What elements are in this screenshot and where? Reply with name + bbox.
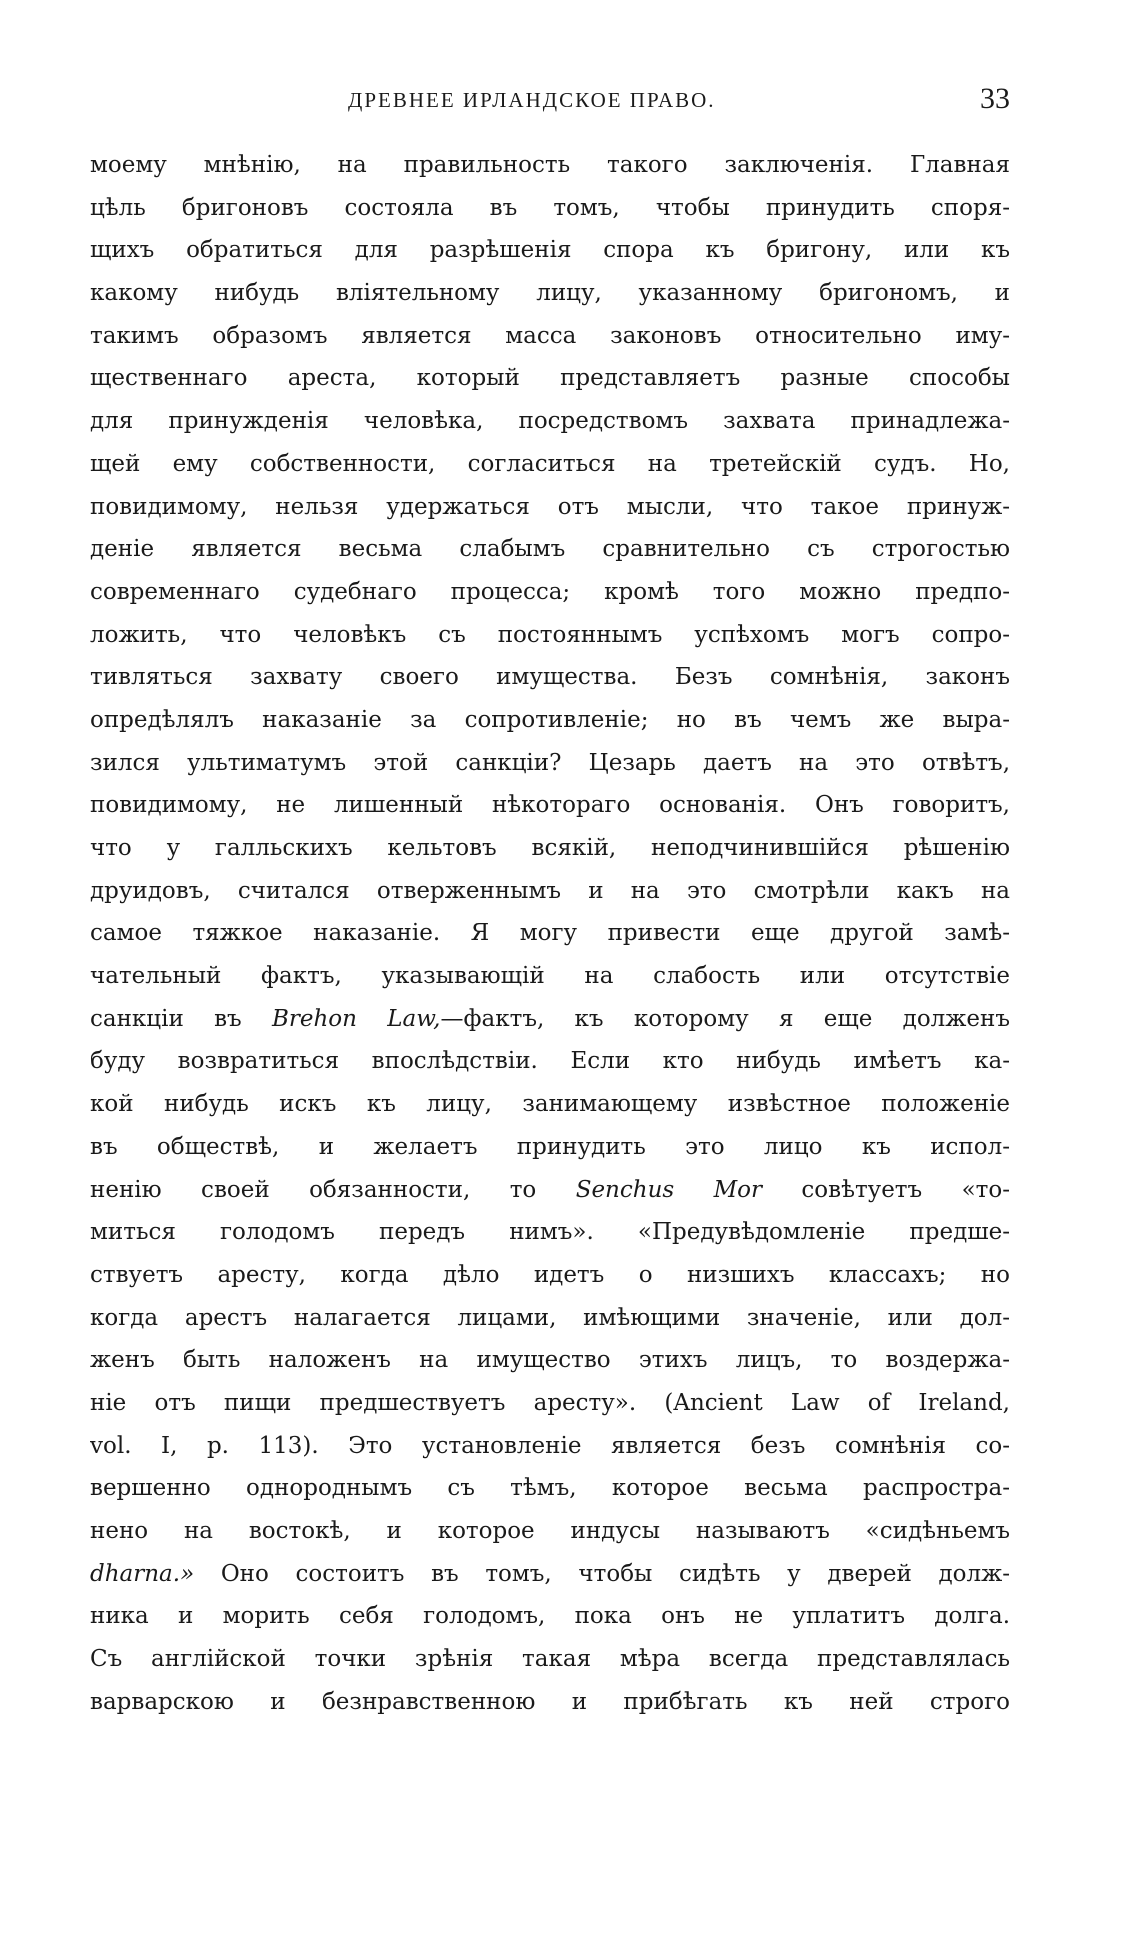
text-segment: санкціи въ xyxy=(90,1005,272,1032)
text-line-senchus-mor xyxy=(90,1169,1010,1212)
text-line: щественнаго ареста, который представляетъ разные способы xyxy=(90,365,1010,392)
italic-term-dharna: dharna.» xyxy=(90,1560,195,1587)
text-line: ніе отъ пищи предшествуетъ аресту». (Ancient Law of Ireland, xyxy=(90,1389,1010,1416)
italic-term-brehon-law: Brehon Law, xyxy=(271,1005,441,1032)
text-line: щихъ обратиться для разрѣшенія спора къ бригону, или къ xyxy=(90,237,1010,264)
text-segment: Оно состоитъ въ томъ, чтобы сидѣть у дверей долж- xyxy=(194,1560,1010,1587)
italic-term-senchus-mor: Senchus Mor xyxy=(575,1176,762,1203)
text-line: что у галльскихъ кельтовъ всякій, неподчинившійся рѣшенію xyxy=(90,835,1010,861)
text-line: деніе является весьма слабымъ сравнительно съ строгостью xyxy=(90,536,1010,563)
text-line: кой нибудь искъ къ лицу, занимающему извѣстное положеніе xyxy=(90,1091,1010,1118)
text-line: зился ультиматумъ этой санкціи? Цезарь даетъ на это отвѣтъ, xyxy=(90,749,1010,776)
text-line: тивляться захвату своего имущества. Безъ сомнѣнія, законъ xyxy=(90,664,1010,691)
text-segment: —фактъ, къ которому я еще долженъ xyxy=(440,1005,1010,1032)
text-line: какому нибудь вліятельному лицу, указанному бригономъ, и xyxy=(90,280,1010,307)
text-line: вершенно однороднымъ съ тѣмъ, которое весьма распростра- xyxy=(90,1475,1010,1502)
text-segment: ненію своей обязанности, то xyxy=(90,1176,576,1203)
text-line: современнаго судебнаго процесса; кромѣ того можно предпо- xyxy=(90,578,1010,605)
page-number: 33 xyxy=(980,82,1010,115)
text-line: повидимому, не лишенный нѣкотораго основанія. Онъ говоритъ, xyxy=(90,792,1010,819)
text-line: ника и морить себя голодомъ, пока онъ не уплатитъ долга. xyxy=(90,1603,1010,1630)
text-line: ложить, что человѣкъ съ постояннымъ успѣхомъ могъ сопро- xyxy=(90,621,1010,648)
text-line: для принужденія человѣка, посредствомъ захвата принадлежа- xyxy=(90,408,1010,435)
text-line: опредѣлялъ наказаніе за сопротивленіе; но въ чемъ же выра- xyxy=(90,706,1010,733)
text-line: женъ быть наложенъ на имущество этихъ лицъ, то воздержа- xyxy=(90,1347,1010,1374)
text-line: моему мнѣнію, на правильность такого заключенія. Главная xyxy=(90,152,1010,178)
text-line: въ обществѣ, и желаетъ принудить это лицо къ испол- xyxy=(90,1133,1010,1160)
running-head xyxy=(90,82,1010,122)
text-line: повидимому, нельзя удержаться отъ мысли, что такое принуж- xyxy=(90,493,1010,520)
text-line: когда арестъ налагается лицами, имѣющими значеніе, или дол- xyxy=(90,1304,1010,1331)
text-line: буду возвратиться впослѣдствіи. Если кто нибудь имѣетъ ка- xyxy=(90,1048,1010,1075)
text-line-brehon-law xyxy=(90,998,1010,1041)
text-line: друидовъ, считался отверженнымъ и на это смотрѣли какъ на xyxy=(90,877,1010,904)
text-segment: совѣтуетъ «то- xyxy=(761,1176,1010,1203)
running-head-title: ДРЕВНЕЕ ИРЛАНДСКОЕ ПРАВО. xyxy=(348,88,716,112)
text-line: ствуетъ аресту, когда дѣло идетъ о низшихъ классахъ; но xyxy=(90,1261,1010,1288)
text-line: такимъ образомъ является масса законовъ относительно иму- xyxy=(90,322,1010,349)
text-line: нено на востокѣ, и которое индусы называютъ «сидѣньемъ xyxy=(90,1518,1010,1544)
text-line: Съ англійской точки зрѣнія такая мѣра всегда представлялась xyxy=(90,1646,1010,1673)
text-line: vol. I, p. 113). Это установленіе является безъ сомнѣнія со- xyxy=(90,1432,1010,1459)
text-line: варварскою и безнравственною и прибѣгать къ ней строго xyxy=(90,1688,1010,1715)
text-line: самое тяжкое наказаніе. Я могу привести еще другой замѣ- xyxy=(90,920,1010,947)
text-line: щей ему собственности, согласиться на третейскій судъ. Но, xyxy=(90,450,1010,477)
body-text xyxy=(90,144,1010,1723)
text-line: чательный фактъ, указывающій на слабость или отсутствіе xyxy=(90,963,1010,990)
text-line: цѣль бригоновъ состояла въ томъ, чтобы принудить споря- xyxy=(90,194,1010,221)
text-line-dharna xyxy=(90,1553,1010,1596)
text-line: миться голодомъ передъ нимъ». «Предувѣдомленіе предше- xyxy=(90,1219,1010,1246)
